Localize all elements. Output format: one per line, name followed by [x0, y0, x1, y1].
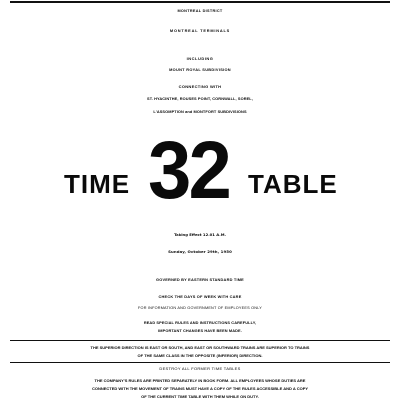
top-border-rule	[10, 1, 390, 3]
divider-rule	[10, 362, 390, 363]
divider-rule	[10, 340, 390, 341]
standard-time-note: GOVERNED BY EASTERN STANDARD TIME	[156, 277, 244, 282]
connecting-subdivisions-line-1: ST. HYACINTHE, ROUSES POINT, CORNWALL, SOREL,	[147, 96, 253, 101]
time-word: TIME	[64, 169, 131, 199]
district-heading: MONTREAL DISTRICT	[177, 9, 223, 13]
read-instructions-line-2: IMPORTANT CHANGES HAVE BEEN MADE.	[158, 328, 242, 333]
taking-effect-text: Taking Effect 12.01 A.M.	[174, 232, 226, 237]
read-instructions-line-1: READ SPECIAL RULES AND INSTRUCTIONS CAREFULLY,	[143, 320, 257, 325]
timetable-title	[0, 125, 400, 216]
connecting-subdivisions-line-2: L'ASSOMPTION and MONTFORT SUBDIVISIONS	[153, 109, 247, 114]
timetable-number: 32	[148, 125, 229, 216]
effective-date: Sunday, October 29th, 1950	[168, 249, 232, 254]
subdivision-heading: MOUNT ROYAL SUBDIVISION	[169, 67, 231, 72]
company-rules-line-2: CONNECTED WITH THE MOVEMENT OF TRAINS MUST HAVE A COPY OF THE RULES ACCESSIBLE AND A COPY	[91, 386, 309, 391]
company-rules-line-3: OF THE CURRENT TIME TABLE WITH THEM WHILE ON DUTY.	[141, 394, 259, 399]
employees-only-notice: FOR INFORMATION AND GOVERNMENT OF EMPLOYEES ONLY	[138, 306, 262, 310]
connecting-label: CONNECTING WITH	[178, 84, 222, 89]
table-word: TABLE	[248, 169, 338, 199]
including-label: INCLUDING	[186, 56, 214, 61]
check-days-note: CHECK THE DAYS OF WEEK WITH CARE	[158, 294, 242, 299]
company-rules-line-1: THE COMPANY'S RULES ARE PRINTED SEPARATELY IN BOOK FORM. ALL EMPLOYEES WHOSE DUTIES ARE	[94, 378, 306, 383]
destroy-former-notice: DESTROY ALL FORMER TIME TABLES	[159, 366, 241, 371]
superior-direction-line-2: OF THE SAME CLASS IN THE OPPOSITE (INFERIOR) DIRECTION.	[137, 353, 263, 358]
superior-direction-line-1: THE SUPERIOR DIRECTION IS EAST OR SOUTH, AND EAST OR SOUTHWARD TRAINS ARE SUPERIOR TO TRAINS	[90, 345, 310, 350]
terminals-heading: MONTREAL TERMINALS	[169, 28, 231, 33]
